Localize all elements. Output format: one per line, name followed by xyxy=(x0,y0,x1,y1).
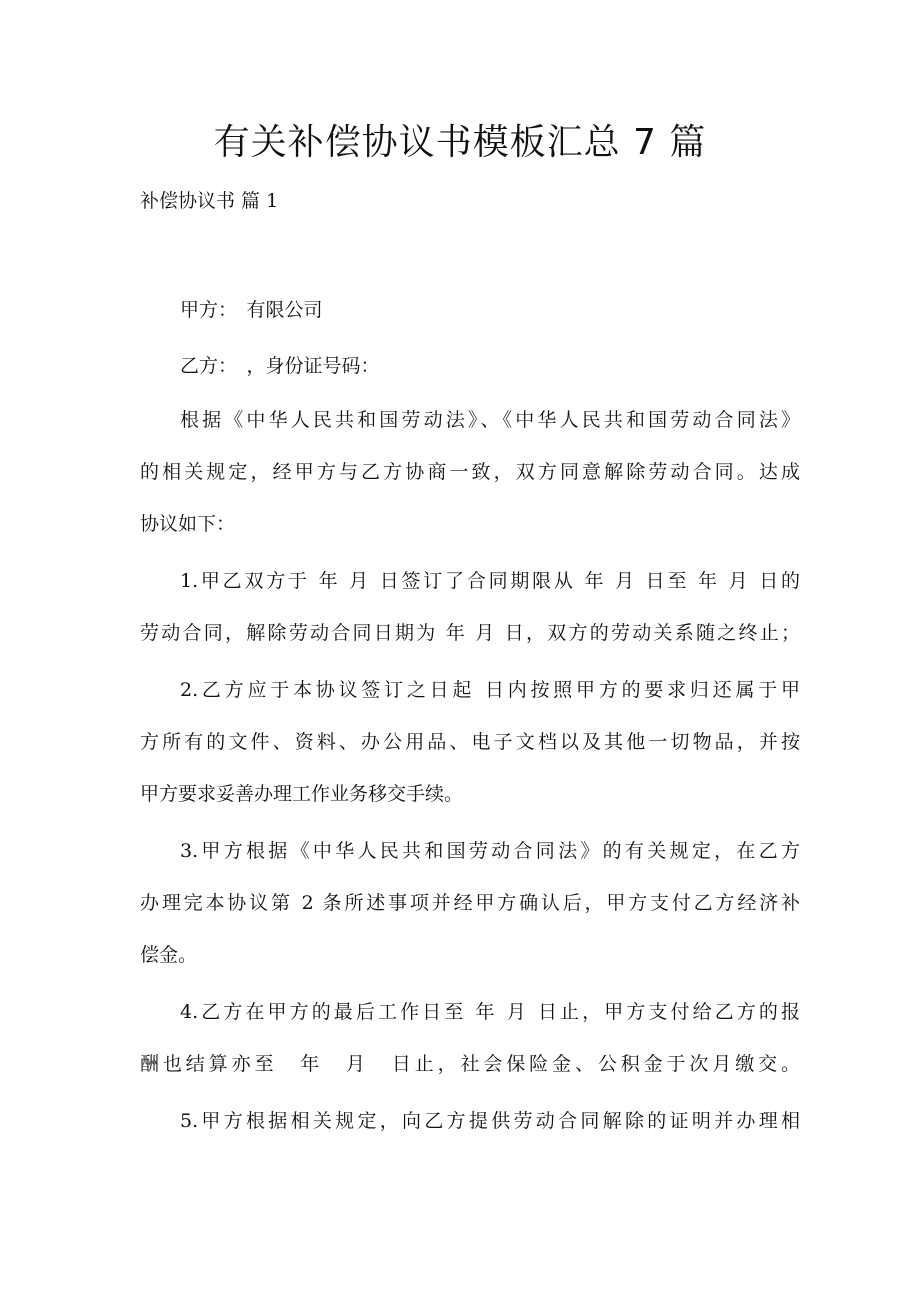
clause-4-line-2: 酬也结算亦至 年 月 日止，社会保险金、公积金于次月缴交。 xyxy=(140,1053,800,1075)
section-heading: 补偿协议书 篇 1 xyxy=(140,190,279,212)
clause-3-line-2: 办理完本协议第 2 条所述事项并经甲方确认后，甲方支付乙方经济补 xyxy=(140,892,800,914)
clause-3-line-1: 3.甲方根据《中华人民共和国劳动合同法》的有关规定，在乙方 xyxy=(180,840,800,862)
intro-paragraph xyxy=(140,394,800,550)
clause-5-paragraph xyxy=(140,1095,800,1147)
clause-2-line-3: 甲方要求妥善办理工作业务移交手续。 xyxy=(140,783,464,805)
intro-line-1: 根据《中华人民共和国劳动法》、《中华人民共和国劳动合同法》 xyxy=(180,409,800,431)
clause-1-line-2: 劳动合同，解除劳动合同日期为 年 月 日，双方的劳动关系随之终止； xyxy=(140,622,800,644)
party-b-line: 乙方： ，身份证号码： xyxy=(180,355,380,377)
clause-3-paragraph xyxy=(140,825,800,981)
intro-line-3: 协议如下： xyxy=(140,513,236,535)
clause-5-line-1: 5.甲方根据相关规定，向乙方提供劳动合同解除的证明并办理相 xyxy=(180,1110,800,1132)
clause-4-line-1: 4.乙方在甲方的最后工作日至 年 月 日止，甲方支付给乙方的报 xyxy=(180,1001,800,1023)
clause-2-line-2: 方所有的文件、资料、办公用品、电子文档以及其他一切物品，并按 xyxy=(140,731,800,753)
clause-2-line-1: 2.乙方应于本协议签订之日起 日内按照甲方的要求归还属于甲 xyxy=(180,679,800,701)
clause-2-paragraph xyxy=(140,664,800,820)
clause-3-line-3: 偿金。 xyxy=(140,944,198,966)
document-title: 有关补偿协议书模板汇总 7 篇 xyxy=(213,122,707,163)
clause-4-paragraph xyxy=(140,986,800,1090)
clause-1-line-1: 1.甲乙双方于 年 月 日签订了合同期限从 年 月 日至 年 月 日的 xyxy=(180,570,800,592)
clause-1-paragraph xyxy=(140,555,800,659)
intro-line-2: 的相关规定，经甲方与乙方协商一致，双方同意解除劳动合同。达成 xyxy=(140,461,800,483)
party-a-line: 甲方： 有限公司 xyxy=(180,299,323,321)
